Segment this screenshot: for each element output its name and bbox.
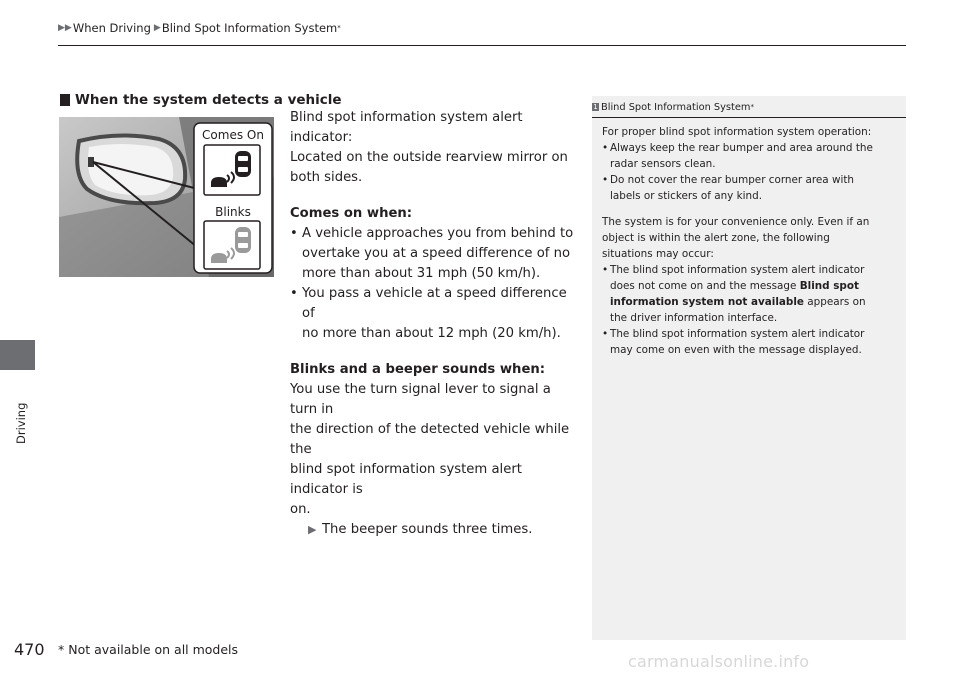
blinks-line: on. — [290, 502, 311, 517]
asterisk-mark: * — [750, 103, 754, 111]
note-line: the driver information interface. — [610, 312, 778, 324]
blinks-heading: Blinks and a beeper sounds when: — [290, 362, 546, 377]
page-number: 470 — [14, 640, 45, 659]
list-item-line: You pass a vehicle at a speed difference of — [302, 286, 567, 321]
watermark[interactable]: carmanualsonline.info — [628, 652, 810, 671]
note-list-item — [602, 172, 896, 204]
result-arrow-icon: ▶ — [308, 523, 317, 536]
list-item-line: A vehicle approaches you from behind to — [302, 226, 574, 241]
bullet-icon: • — [290, 226, 298, 241]
note-box — [592, 96, 906, 640]
list-item — [290, 224, 580, 284]
note-paragraph-line: object is within the alert zone, the following — [602, 232, 830, 244]
section-tab — [0, 340, 35, 370]
note-line: radar sensors clean. — [610, 158, 716, 170]
note-paragraph-line: situations may occur: — [602, 248, 714, 260]
note-intro: For proper blind spot information system operation: — [602, 126, 872, 138]
note-list-item — [602, 140, 896, 172]
bullet-icon: • — [602, 142, 609, 154]
note-line: The blind spot information system alert indicator — [610, 328, 865, 340]
blinks-label: Blinks — [215, 205, 251, 219]
blinks-line: blind spot information system alert indicator is — [290, 462, 522, 497]
comes-on-heading: Comes on when: — [290, 206, 413, 221]
list-item — [290, 284, 580, 344]
list-item-line: more than about 31 mph (50 km/h). — [302, 266, 541, 281]
bullet-icon: • — [602, 264, 609, 276]
breadcrumb-item-when-driving[interactable]: When Driving — [72, 21, 151, 35]
section-heading — [60, 92, 342, 108]
main-body — [290, 108, 580, 540]
blinks-line: You use the turn signal lever to signal a turn in — [290, 382, 551, 417]
bullet-icon: • — [602, 328, 609, 340]
note-line: labels or stickers of any kind. — [610, 190, 763, 202]
double-arrow-icon: ▶▶ — [58, 23, 72, 33]
intro-line: both sides. — [290, 170, 363, 185]
list-item-line: overtake you at a speed difference of no — [302, 246, 571, 261]
note-line: Always keep the rear bumper and area around the — [610, 142, 873, 154]
note-paragraph-line: The system is for your convenience only. Even if an — [602, 216, 870, 228]
result-line — [308, 520, 580, 540]
breadcrumb — [58, 18, 341, 38]
bullet-icon: • — [290, 286, 298, 301]
message-text: Blind spot — [799, 280, 859, 292]
note-line: Do not cover the rear bumper corner area with — [610, 174, 854, 186]
asterisk-mark: * — [337, 24, 341, 32]
header-rule — [58, 45, 906, 46]
comes-on-indicator-box — [204, 145, 260, 195]
heading-square-icon — [60, 94, 70, 106]
note-title — [592, 100, 906, 118]
note-list-item — [602, 326, 896, 358]
note-line: information system not available appears on — [610, 296, 866, 308]
note-body — [592, 118, 906, 358]
intro-line: Located on the outside rearview mirror on — [290, 150, 568, 165]
note-list-item — [602, 262, 896, 326]
footnote: * Not available on all models — [58, 642, 239, 657]
message-text: information system not available — [610, 296, 804, 308]
mirror-indicator-illustration — [59, 117, 274, 277]
note-line: may come on even with the message displayed. — [610, 344, 862, 356]
note-title-text[interactable]: Blind Spot Information System — [601, 101, 751, 113]
comes-on-label: Comes On — [202, 128, 264, 142]
note-marker-icon: 1 — [593, 103, 598, 111]
section-tab-label: Driving — [14, 402, 28, 444]
note-line: The blind spot information system alert indicator — [610, 264, 865, 276]
intro-line: Blind spot information system alert indicator: — [290, 110, 523, 145]
list-item-line: no more than about 12 mph (20 km/h). — [302, 326, 561, 341]
result-text: The beeper sounds three times. — [322, 522, 533, 537]
blinks-line: the direction of the detected vehicle while the — [290, 422, 570, 457]
note-line: does not come on and the message Blind spot — [610, 280, 859, 292]
bullet-icon: • — [602, 174, 609, 186]
breadcrumb-item-bsi[interactable]: Blind Spot Information System — [161, 21, 338, 35]
section-heading-text: When the system detects a vehicle — [75, 92, 342, 108]
arrow-icon: ▶ — [153, 23, 161, 33]
